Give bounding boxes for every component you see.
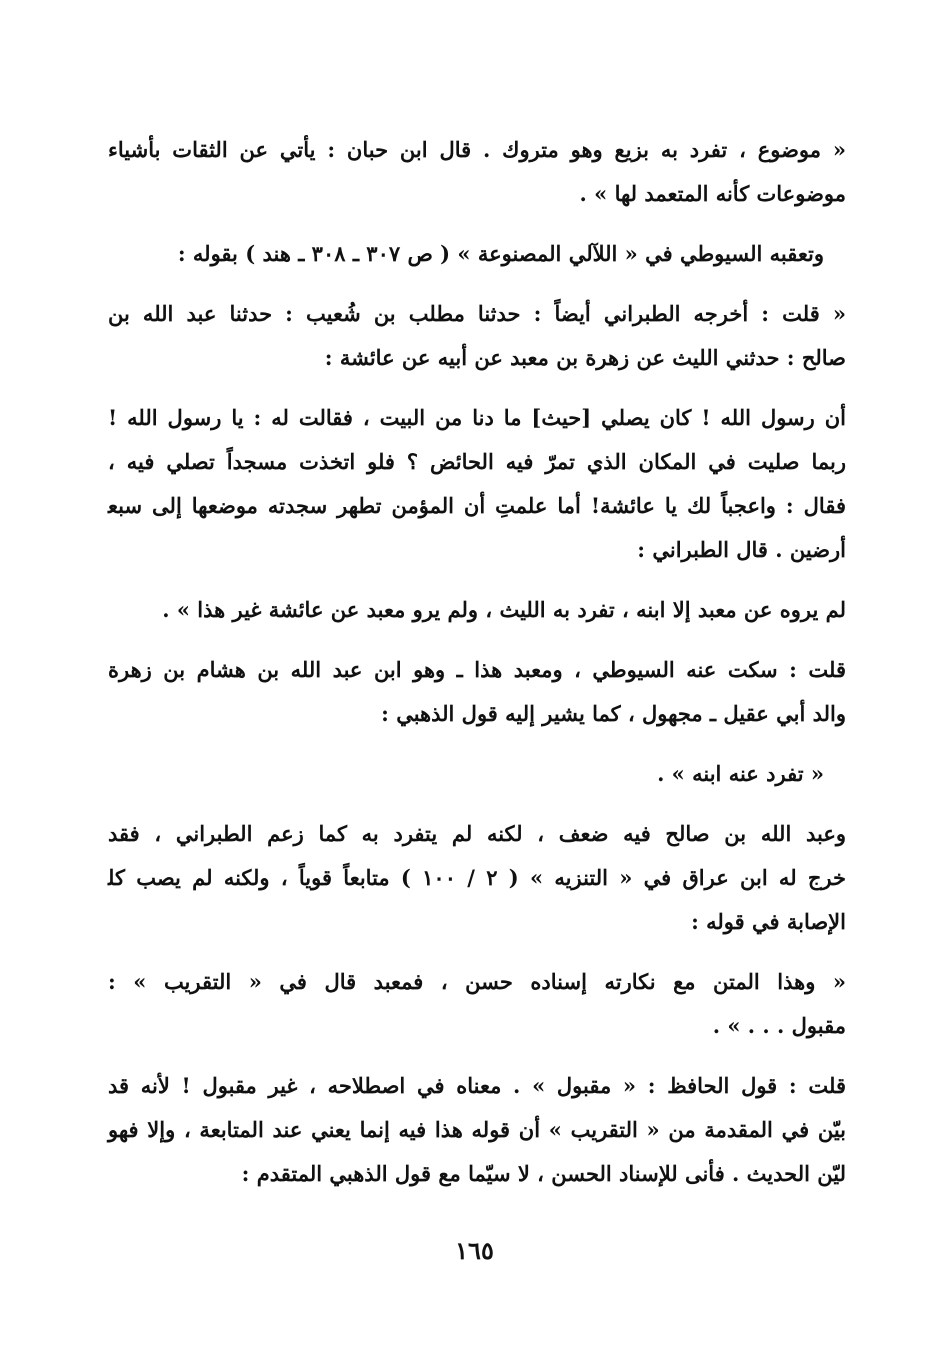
text-line: أرضين . قال الطبراني : [637, 537, 846, 562]
paragraph [108, 588, 846, 632]
text-line: ليّن الحديث . فأنى للإسناد الحسن ، لا سيّما مع قول الذهبي المتقدم : [241, 1161, 846, 1186]
paragraph [108, 648, 846, 736]
paragraph-gap [108, 796, 846, 812]
text-line: وعبد الله بن صالح فيه ضعف ، لكنه لم يتفرد به كما زعم الطبراني ، فقد [108, 821, 846, 846]
text-line: وتعقبه السيوطي في « اللآلي المصنوعة » ( ص ٣٠٧ ـ ٣٠٨ ـ هند ) بقوله : [177, 241, 824, 266]
paragraph-gap [108, 736, 846, 752]
paragraph-gap [108, 216, 846, 232]
paragraph [108, 960, 846, 1048]
text-line: مقبول . . . » . [712, 1013, 846, 1038]
text-line: فقال : واعجباً لك يا عائشة! أما علمتِ أن المؤمن تطهر سجدته موضعها إلى سبع [108, 493, 846, 518]
paragraph [108, 396, 846, 572]
text-line: ربما صليت في المكان الذي تمرّ فيه الحائض ؟ فلو اتخذت مسجداً تصلي فيه ، [108, 449, 846, 474]
text-line: أن رسول الله ! كان يصلي [حيث] ما دنا من البيت ، فقالت له : يا رسول الله ! [108, 405, 846, 430]
text-line: بيّن في المقدمة من « التقريب » أن قوله هذا فيه إنما يعني عند المتابعة ، وإلا فهو [108, 1117, 846, 1142]
paragraph-gap [108, 572, 846, 588]
paragraph-gap [108, 276, 846, 292]
paragraph [108, 752, 846, 796]
paragraph-gap [108, 380, 846, 396]
text-line: موضوعات كأنه المتعمد لها » . [579, 181, 846, 206]
text-line: والد أبي عقيل ـ مجهول ، كما يشير إليه قول الذهبي : [381, 701, 846, 726]
page-number: ١٦٥ [455, 1236, 494, 1265]
text-line: الإصابة في قوله : [691, 909, 846, 934]
paragraph [108, 1064, 846, 1196]
paragraph-gap [108, 1048, 846, 1064]
body-text [108, 128, 846, 1196]
paragraph [108, 128, 846, 216]
paragraph-gap [108, 632, 846, 648]
text-line: صالح : حدثني الليث عن زهرة بن معبد عن أبيه عن عائشة : [324, 345, 846, 370]
text-line: قلت : قول الحافظ : « مقبول » . معناه في اصطلاحه ، غير مقبول ! لأنه قد [108, 1073, 846, 1098]
paragraph [108, 812, 846, 944]
text-line: « وهذا المتن مع نكارته إسناده حسن ، فمعبد قال في « التقريب » : [108, 969, 846, 994]
text-line: « قلت : أخرجه الطبراني أيضاً : حدثنا مطلب بن شُعيب : حدثنا عبد الله بن [108, 301, 846, 326]
text-line: قلت : سكت عنه السيوطي ، ومعبد هذا ـ وهو ابن عبد الله بن هشام بن زهرة [108, 657, 846, 682]
text-line: لم يروه عن معبد إلا ابنه ، تفرد به الليث ، ولم يرو معبد عن عائشة غير هذا » . [162, 597, 846, 622]
text-line: « موضوع ، تفرد به بزيع وهو متروك . قال ابن حبان : يأتي عن الثقات بأشياء [108, 137, 846, 162]
paragraph-gap [108, 944, 846, 960]
text-line: « تفرد عنه ابنه » . [657, 761, 824, 786]
text-line: خرج له ابن عراق في « التنزيه » ( ٢ / ١٠٠ ) متابعاً قوياً ، ولكنه لم يصب كل [108, 865, 846, 890]
paragraph [108, 232, 846, 276]
paragraph [108, 292, 846, 380]
